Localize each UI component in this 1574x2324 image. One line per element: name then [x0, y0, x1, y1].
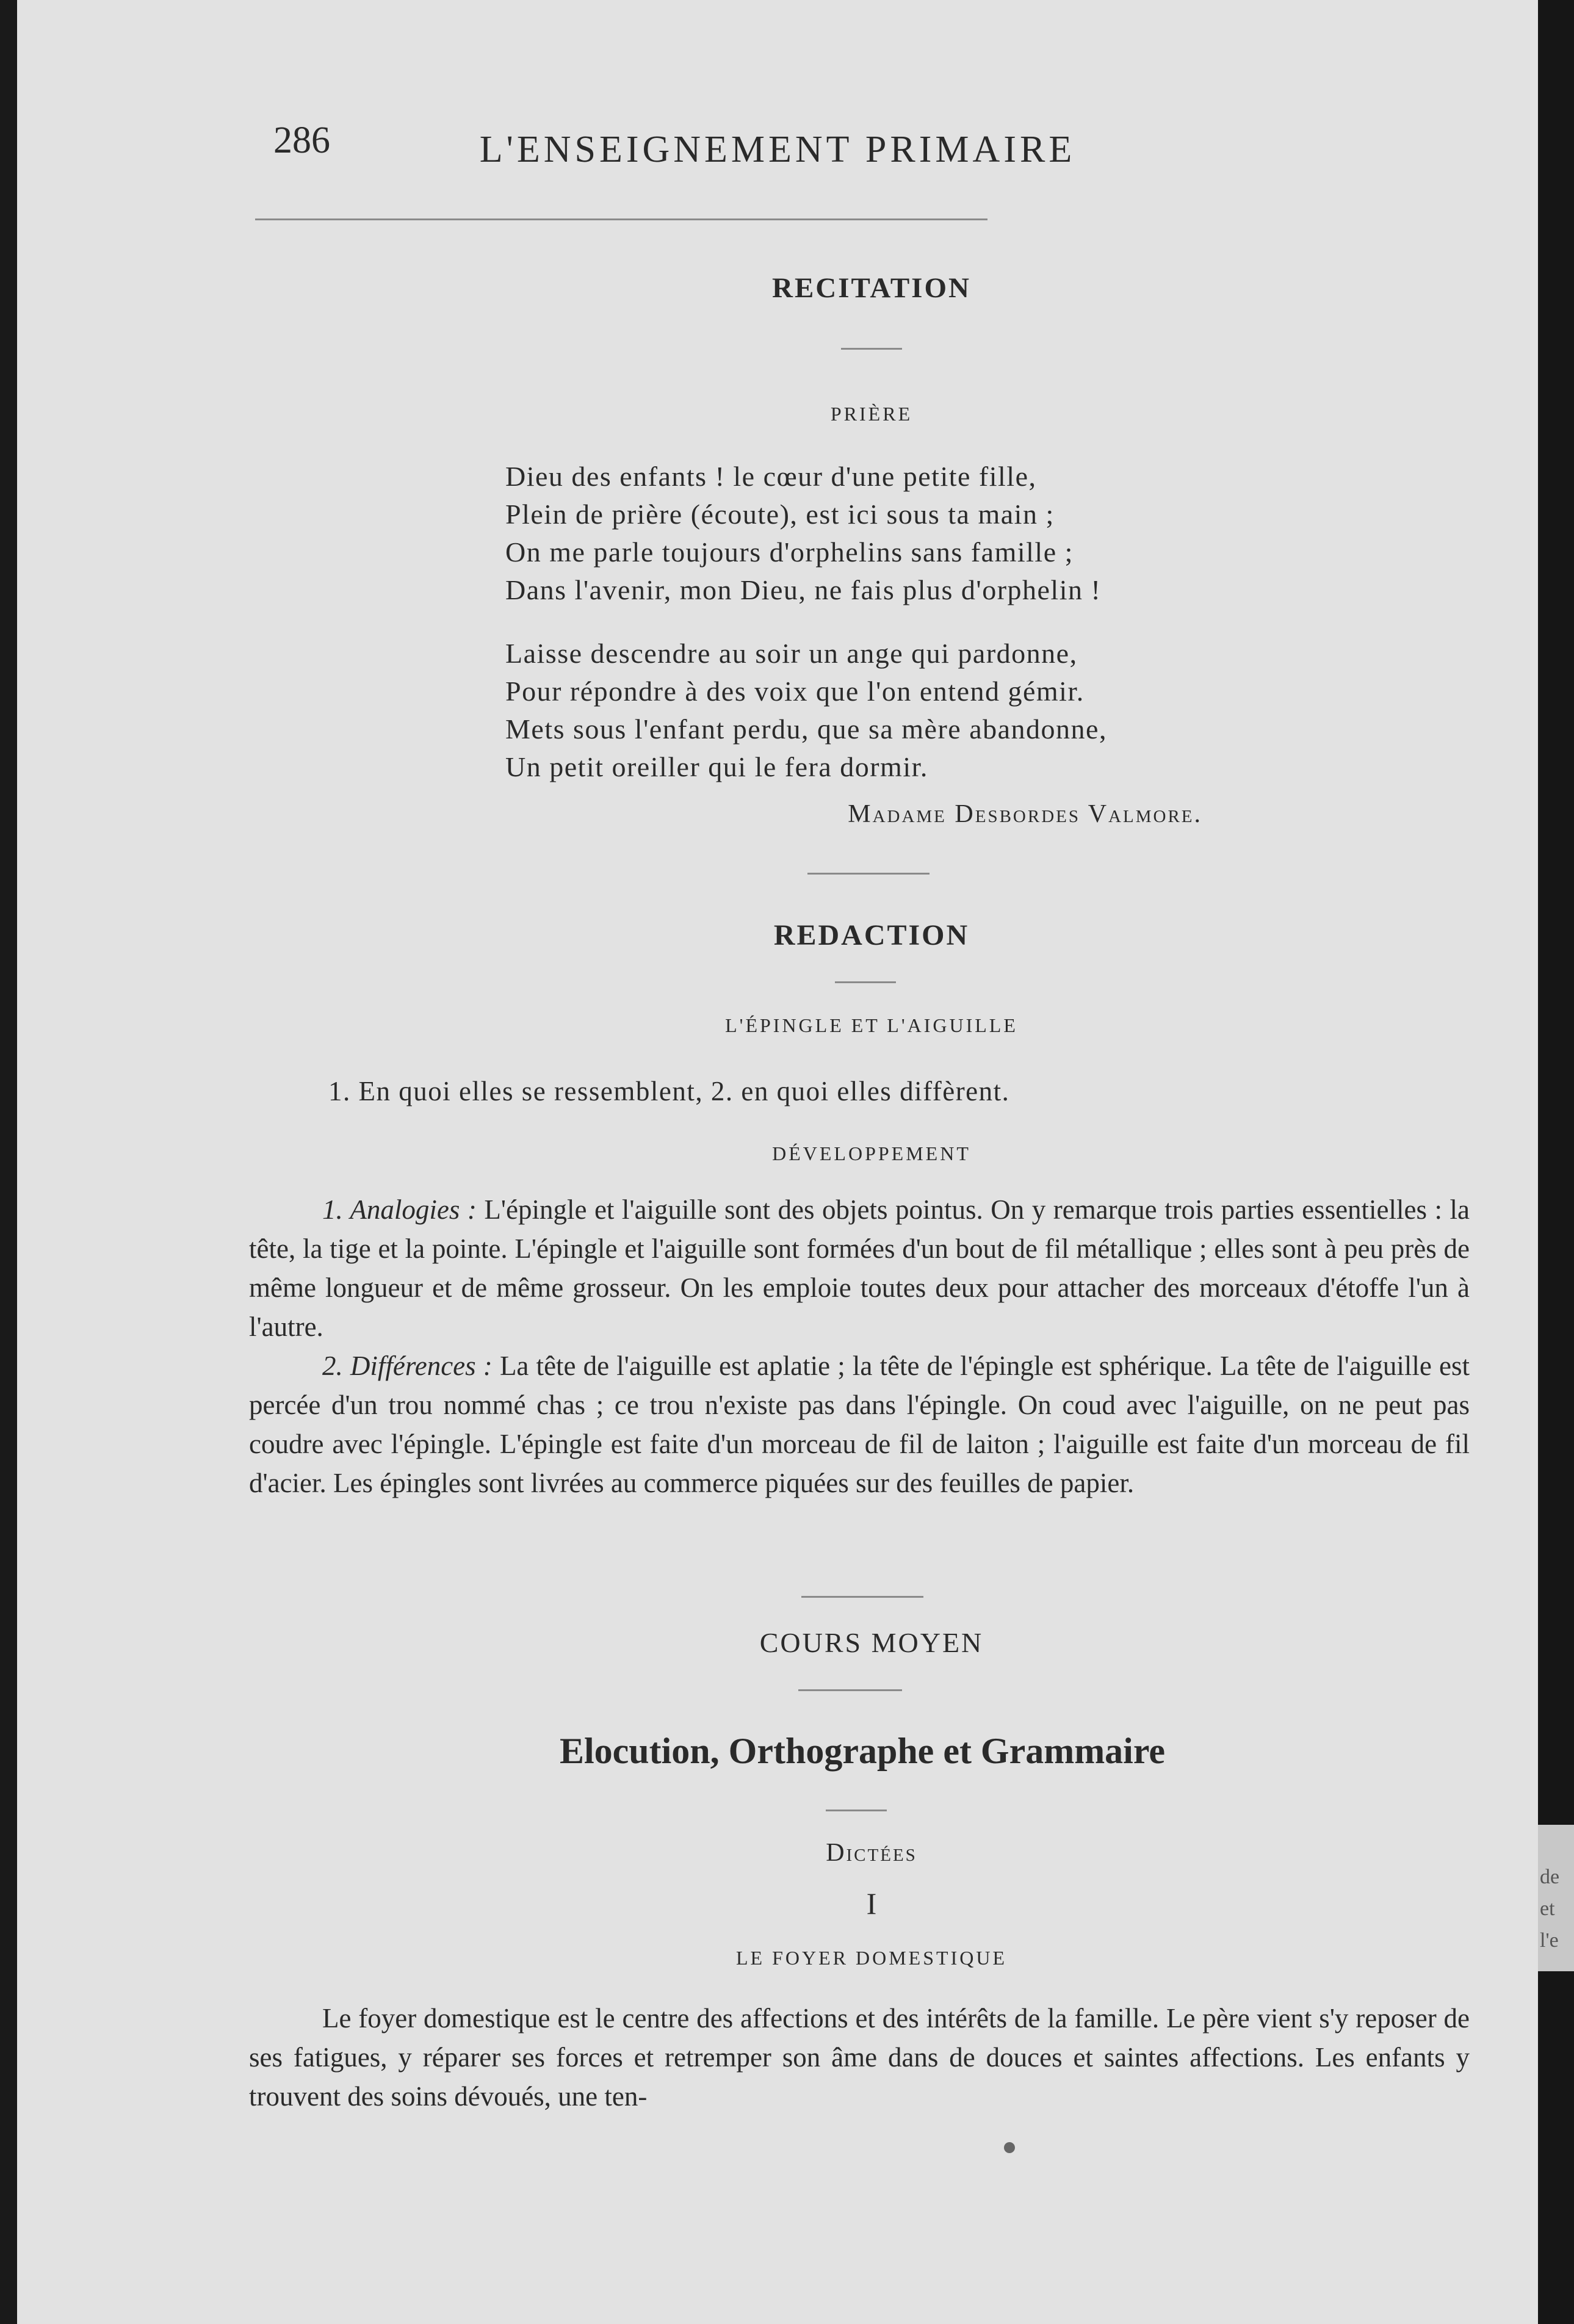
verse-line: On me parle toujours d'orphelins sans famille ;: [505, 536, 1074, 568]
poem-stanza-2: [505, 635, 1107, 786]
redaction-title: REDACTION: [773, 919, 970, 951]
analogies-label: 1. Analogies :: [322, 1194, 477, 1225]
adjacent-page-fragment: et: [1540, 1897, 1555, 1920]
verse-line: Pour répondre à des voix que l'on entend gémir.: [505, 676, 1085, 707]
verse-line: Dieu des enfants ! le cœur d'une petite fille,: [505, 461, 1037, 492]
differences-label: 2. Différences :: [322, 1351, 493, 1381]
dictee-title: LE FOYER DOMESTIQUE: [736, 1947, 1007, 1969]
adjacent-page-fragment: l'e: [1540, 1929, 1559, 1952]
poem-stanza-1: [505, 458, 1101, 609]
recitation-title: RECITATION: [772, 272, 971, 304]
book-page: [17, 0, 1538, 2324]
page-number: 286: [273, 120, 330, 161]
development-heading: DÉVELOPPEMENT: [772, 1142, 971, 1164]
redaction-question: 1. En quoi elles se ressemblent, 2. en quoi elles diffèrent.: [328, 1076, 1010, 1106]
header-rule: [255, 218, 987, 220]
verse-line: Dans l'avenir, mon Dieu, ne fais plus d'orphelin !: [505, 574, 1102, 605]
dictee-text: [249, 1999, 1470, 2116]
analogies-text: L'épingle et l'aiguille sont des objets pointus. On y remarque trois parties essentielles : la tête, la tige et la pointe. L'épingle et l'aiguille sont formées d'un bout de fil métallique ; elles sont à peu près de même longueur et de même grosseur. On les emploie toutes deux pour attacher des morceaux d'étoffe l'un à l'autre.: [249, 1194, 1470, 1342]
running-title: L'ENSEIGNEMENT PRIMAIRE: [479, 129, 1076, 170]
recitation-subtitle: PRIÈRE: [830, 403, 913, 425]
divider: [807, 873, 930, 875]
verse-line: Un petit oreiller qui le fera dormir.: [505, 751, 928, 782]
page-gutter: [1538, 0, 1574, 2324]
divider: [835, 981, 896, 983]
verse-line: Plein de prière (écoute), est ici sous ta main ;: [505, 499, 1055, 530]
dictee-number: I: [866, 1886, 877, 1921]
analogies-paragraph: [249, 1190, 1470, 1346]
differences-text: La tête de l'aiguille est aplatie ; la tête de l'épingle est sphérique. La tête de l'aiguille est percée d'un trou nommé chas ; ce trou n'existe pas dans l'épingle. On coud avec l'aiguille, on ne peut pas coudre avec l'épingle. L'épingle est faite d'un morceau de fil de laiton ; l'aiguille est faite d'un morceau de fil d'acier. Les épingles sont livrées au commerce piquées sur des feuilles de papier.: [249, 1351, 1470, 1498]
divider: [826, 1810, 887, 1811]
divider: [801, 1596, 923, 1598]
adjacent-page-fragment: de: [1540, 1866, 1560, 1888]
verse-line: Mets sous l'enfant perdu, que sa mère abandonne,: [505, 713, 1107, 745]
development-text: [249, 1190, 1470, 1503]
differences-paragraph: [249, 1346, 1470, 1503]
verse-line: Laisse descendre au soir un ange qui pardonne,: [505, 638, 1078, 669]
divider: [798, 1689, 902, 1691]
section-heading: Elocution, Orthographe et Grammaire: [559, 1731, 1166, 1771]
dictee-paragraph: Le foyer domestique est le centre des affections et des intérêts de la famille. Le père vient s'y reposer de ses fatigues, y réparer ses forces et retremper son âme dans de douces et saintes affections. Les enfants y trouvent des soins dévoués, une ten-: [249, 2003, 1470, 2112]
adjacent-page-text: [1540, 1861, 1559, 1957]
cours-title: COURS MOYEN: [759, 1627, 984, 1658]
dictees-heading: Dictées: [826, 1839, 917, 1867]
divider: [841, 348, 902, 350]
redaction-subtitle: L'ÉPINGLE ET L'AIGUILLE: [725, 1014, 1018, 1036]
poem-author: Madame Desbordes Valmore.: [848, 800, 1202, 828]
print-speck: [1004, 2142, 1015, 2153]
